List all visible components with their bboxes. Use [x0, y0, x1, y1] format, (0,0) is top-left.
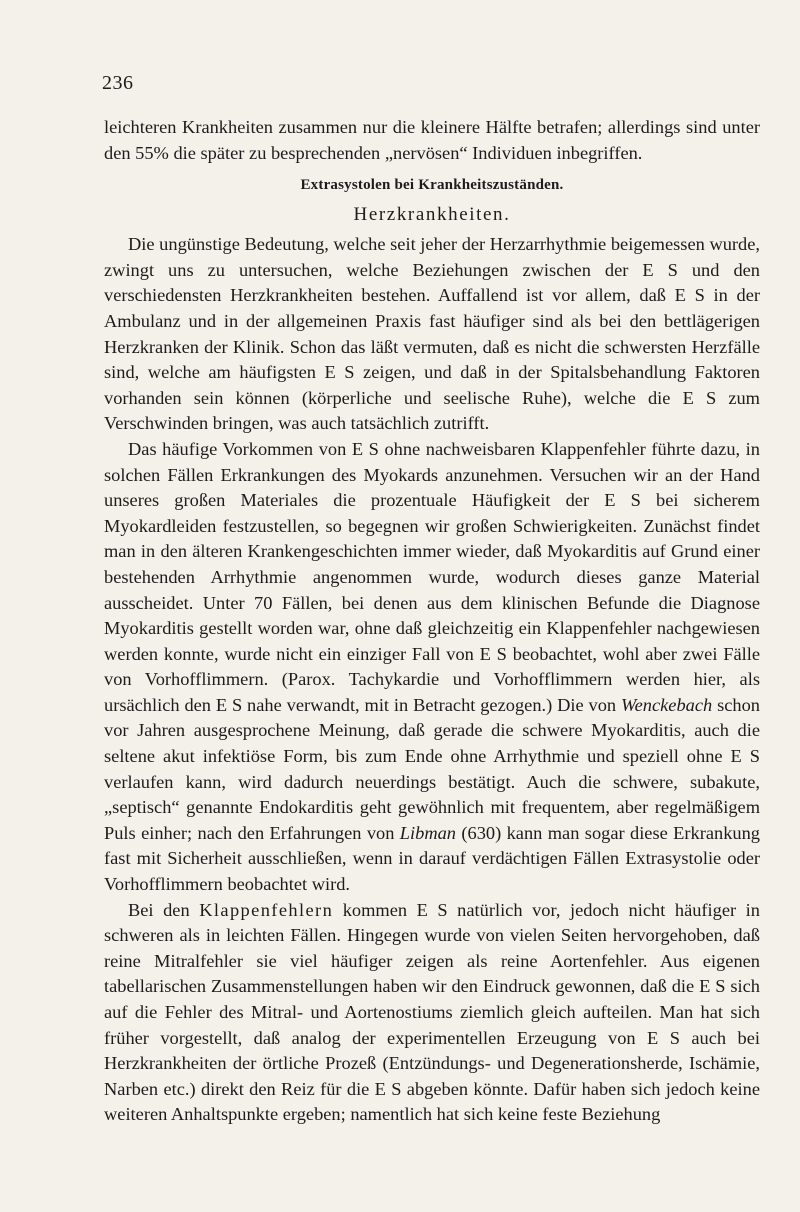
paragraph-2-part-a: Das häufige Vorkommen von E S ohne nachweisbaren Klappenfehler führte dazu, in solchen Fällen Erkrankungen des Myokards anzunehmen. Versuchen wir an der Hand unseres großen Materiales die prozentuale Häufigkeit der E S bei sicherem Myokardleiden festzustellen, so begegnen wir großen Schwierigkeiten. Zunächst findet man in den älteren Krankengeschichten immer wieder, daß Myokarditis auf Grund einer bestehenden Arrhythmie angenommen wurde, wodurch dieses ganze Material ausscheidet. Unter 70 Fällen, bei denen aus dem klinischen Befunde die Diagnose Myokarditis gestellt worden war, ohne daß gleichzeitig ein Klappenfehler nachgewiesen werden konnte, wurde nicht ein einziger Fall von E S beobachtet, wohl aber zwei Fälle von Vorhofflimmern. (Parox. Tachykardie und Vorhofflimmern werden hier, als ursächlich den E S nahe verwandt, mit in Betracht gezogen.) Die von [104, 438, 760, 715]
subsection-title: Herzkrankheiten. [353, 204, 511, 226]
emphasis-klappenfehlern: Klappenfehlern [199, 899, 334, 920]
paragraph-2-part-b: schon vor Jahren ausgesprochene Meinung, daß gerade die schwere Myokarditis, auch die seltene akut infektiöse Form, bis zum Ende ohne Arrhythmie und speziell ohne E S verlaufen kann, wird dadurch neuerdings bestätigt. Auch die schwere, subakute, „septisch“ genannte Endokarditis geht gewöhnlich mit frequentem, aber regelmäßigem Puls einher; nach den Erfahrungen von [104, 694, 760, 843]
paragraph-1: Die ungünstige Bedeutung, welche seit jeher der Herzarrhythmie beigemessen wurde, zwingt uns zu untersuchen, welche Beziehungen zwischen der E S und den verschiedensten Herzkrankheiten bestehen. Auffallend ist vor allem, daß E S in der Ambulanz und in der allgemeinen Praxis fast häufiger sind als bei den bettlägerigen Herzkranken der Klinik. Schon das läßt vermuten, daß es nicht die schwersten Herzfälle sind, welche am häufigsten E S zeigen, und daß in der Spitalsbehandlung Faktoren vorhanden sein können (körperliche und seelische Ruhe), welche die E S zum Verschwinden bringen, was auch tatsächlich zutrifft. [104, 234, 760, 434]
section-title: Extrasystolen bei Krankheitszuständen. [300, 177, 564, 194]
author-wenckebach: Wenckebach [620, 694, 713, 715]
paragraph-intro: leichteren Krankheiten zusammen nur die kleinere Hälfte betrafen; allerdings sind unter den 55% die später zu besprechenden „nervösen“ Individuen inbegriffen. [104, 117, 760, 163]
page-number: 236 [102, 72, 134, 94]
page-body [104, 115, 760, 1128]
paragraph-3-part-a: Bei den [128, 899, 200, 920]
author-libman: Libman [399, 822, 457, 843]
paragraph-2 [104, 437, 760, 898]
paragraph-2-part-c: (630) kann man sogar diese Erkrankung fast mit Sicherheit ausschließen, wenn in darauf verdächtigen Fällen Extrasystolie oder Vorhofflimmern beobachtet wird. [104, 822, 760, 895]
paragraph-3 [104, 898, 760, 1128]
paragraph-3-part-b: kommen E S natürlich vor, jedoch nicht häufiger in schweren als in leichten Fällen. Hingegen wurde von vielen Seiten hervorgehoben, daß reine Mitralfehler sie viel häufiger zeigen als reine Aortenfehler. Aus eigenen tabellarischen Zusammenstellungen haben wir den Eindruck gewonnen, daß die E S sich auf die Fehler des Mitral- und Aortenostiums ziemlich gleich aufteilen. Man hat sich früher vorgestellt, daß analog der experimentellen Erzeugung von E S auch bei Herzkrankheiten der örtliche Prozeß (Entzündungs- und Degenerationsherde, Ischämie, Narben etc.) direkt den Reiz für die E S abgeben könnte. Dafür haben sich jedoch keine weiteren Anhaltspunkte ergeben; namentlich hat sich keine feste Beziehung [104, 899, 760, 1125]
